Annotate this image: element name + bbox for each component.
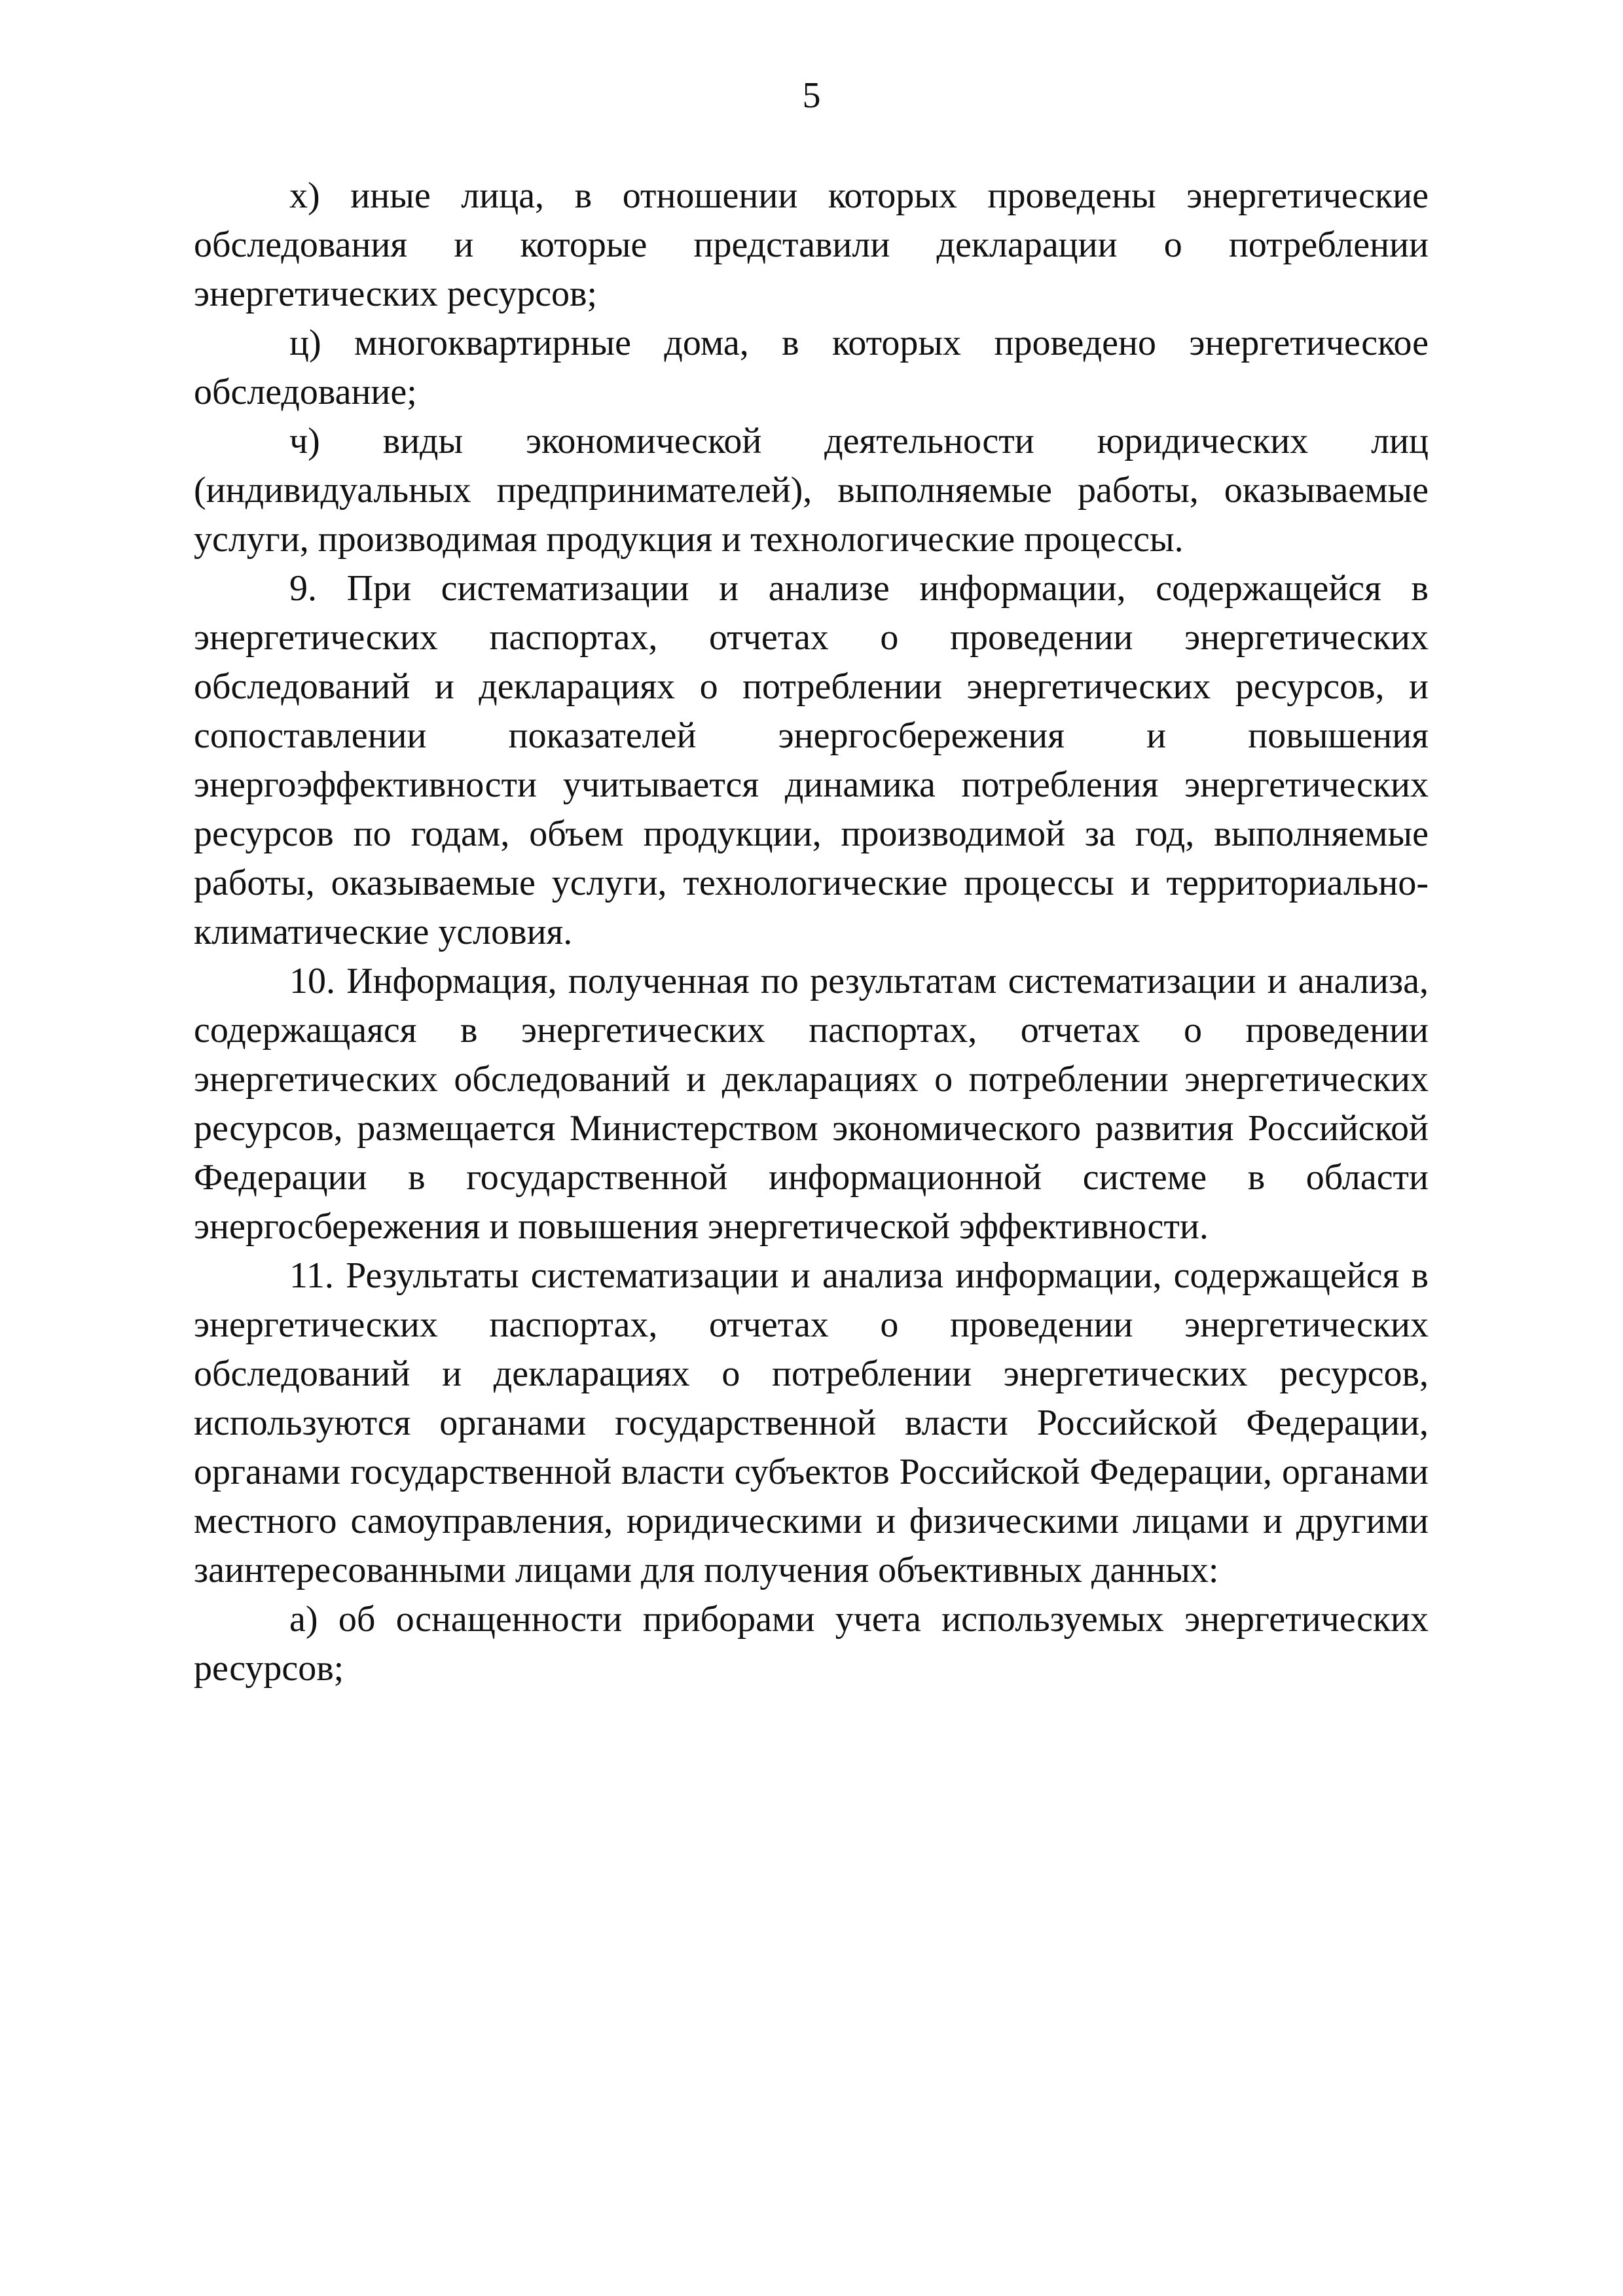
paragraph-item-ts: ц) многоквартирные дома, в которых проведено энергетическое обследование; [194,323,1429,412]
paragraph-clause-10: 10. Информация, полученная по результатам систематизации и анализа, содержащаяся в энергетических паспортах, отчетах о проведении энергетических обследований и декларациях о потреблении энергетических ресурсов, размещается Министерством экономического развития Российской Федерации в государственной информационной системе в области энергосбережения и повышения энергетической эффективности. [194,961,1429,1247]
document-body [194,171,1429,1693]
paragraph-item-kh: х) иные лица, в отношении которых проведены энергетические обследования и которые представили декларации о потреблении энергетических ресурсов; [194,175,1429,314]
paragraph-clause-11: 11. Результаты систематизации и анализа информации, содержащейся в энергетических паспортах, отчетах о проведении энергетических обследований и декларациях о потреблении энергетических ресурсов, используются органами государственной власти Российской Федерации, органами государственной власти субъектов Российской Федерации, органами местного самоуправления, юридическими и физическими лицами и другими заинтересованными лицами для получения объективных данных: [194,1255,1429,1590]
paragraph-item-ch: ч) виды экономической деятельности юридических лиц (индивидуальных предпринимателей), выполняемые работы, оказываемые услуги, производимая продукция и технологические процессы. [194,421,1429,560]
paragraph-item-a: а) об оснащенности приборами учета используемых энергетических ресурсов; [194,1599,1429,1689]
paragraph-clause-9: 9. При систематизации и анализе информации, содержащейся в энергетических паспортах, отчетах о проведении энергетических обследований и декларациях о потреблении энергетических ресурсов, и сопоставлении показателей энергосбережения и повышения энергоэффективности учитывается динамика потребления энергетических ресурсов по годам, объем продукции, производимой за год, выполняемые работы, оказываемые услуги, технологические процессы и территориально-климатические условия. [194,568,1429,952]
page-number: 5 [802,75,821,116]
